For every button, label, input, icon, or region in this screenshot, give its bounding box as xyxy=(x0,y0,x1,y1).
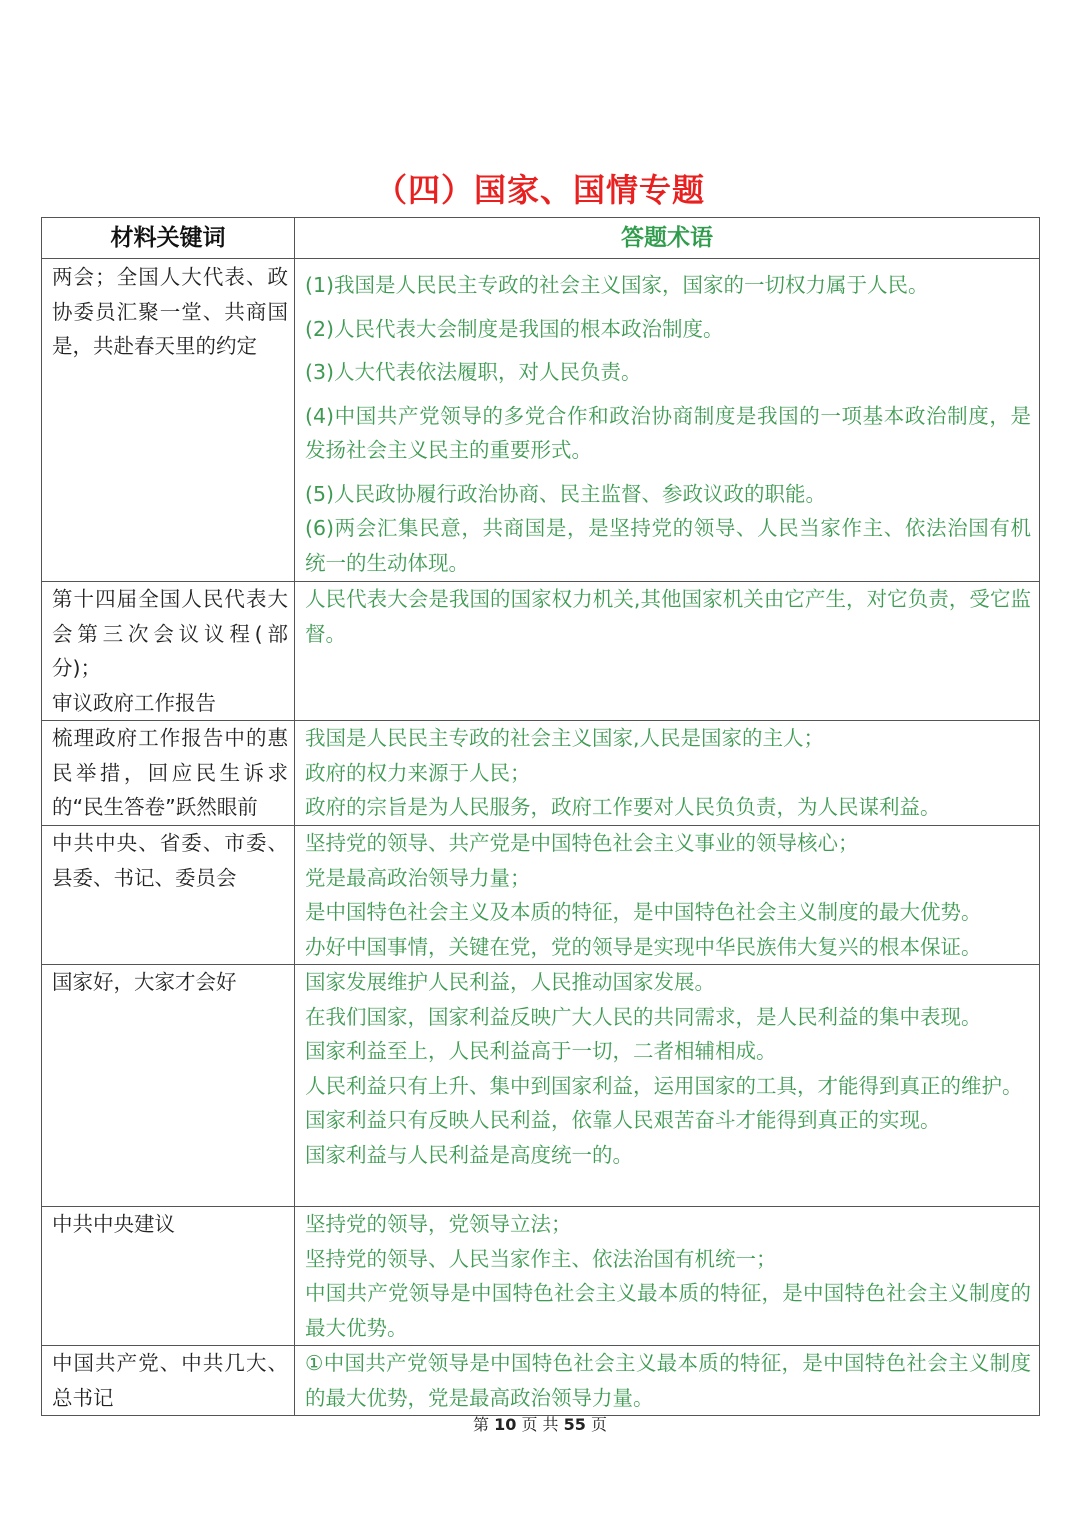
answer-line: 坚持党的领导，党领导立法； xyxy=(305,1212,572,1236)
table-row xyxy=(42,721,1040,826)
answer-line: 在我们国家，国家利益反映广大人民的共同需求，是人民利益的集中表现。 xyxy=(305,1004,982,1029)
answer-line: 政府的权力来源于人民； xyxy=(305,760,531,785)
answer-line: ①中国共产党领导是中国特色社会主义最本质的特征，是中国特色社会主义制度的最大优势，党是最高政治领导力量。 xyxy=(305,1351,1031,1410)
terms-table xyxy=(41,217,1040,1416)
footer-current-page: 10 xyxy=(494,1415,517,1434)
answer-line: 办好中国事情，关键在党，党的领导是实现中华民族伟大复兴的根本保证。 xyxy=(305,934,982,959)
keyword-cell: 中共中央建议 xyxy=(42,1207,295,1346)
answer-line: 国家发展维护人民利益，人民推动国家发展。 xyxy=(305,970,715,994)
table-row xyxy=(42,965,1040,1207)
answer-line: (5)人民政协履行政治协商、民主监督、参政议政的职能。 xyxy=(305,481,827,506)
keyword-cell: 梳理政府工作报告中的惠民举措，回应民生诉求的“民生答卷”跃然眼前 xyxy=(42,721,295,826)
answer-line: 政府的宗旨是为人民服务，政府工作要对人民负负责，为人民谋利益。 xyxy=(305,795,941,819)
table-row xyxy=(42,582,1040,721)
answer-cell xyxy=(295,721,1040,826)
answer-line: 坚持党的领导、人民当家作主、依法治国有机统一； xyxy=(305,1246,777,1271)
table-row xyxy=(42,1346,1040,1416)
footer-middle: 页 共 xyxy=(521,1415,559,1434)
page-footer xyxy=(0,1413,1080,1437)
table-row xyxy=(42,1207,1040,1346)
answer-line: (3)人大代表依法履职，对人民负责。 xyxy=(305,360,642,384)
answer-line: 人民代表大会是我国的国家权力机关,其他国家机关由它产生，对它负责，受它监督。 xyxy=(305,587,1031,646)
keyword-cell: 两会；全国人大代表、政协委员汇聚一堂、共商国是，共赴春天里的约定 xyxy=(42,259,295,582)
keyword-line: 审议政府工作报告 xyxy=(52,690,216,715)
page-title: （四）国家、国情专题 xyxy=(374,171,705,209)
keyword-line: 第十四届全国人民代表大会第三次会议议程(部分)； xyxy=(52,587,288,680)
answer-cell xyxy=(295,1207,1040,1346)
answer-cell xyxy=(295,965,1040,1207)
header-keywords: 材料关键词 xyxy=(42,218,295,259)
answer-line: (1)我国是人民民主专政的社会主义国家，国家的一切权力属于人民。 xyxy=(305,273,929,297)
header-answer-terms: 答题术语 xyxy=(295,218,1040,259)
footer-suffix: 页 xyxy=(591,1415,608,1434)
answer-line: 人民利益只有上升、集中到国家利益，运用国家的工具，才能得到真正的维护。 xyxy=(305,1073,1023,1098)
answer-cell xyxy=(295,1346,1040,1416)
keyword-cell xyxy=(42,582,295,721)
answer-line: 国家利益至上，人民利益高于一切，二者相辅相成。 xyxy=(305,1039,777,1063)
answer-cell xyxy=(295,826,1040,965)
answer-cell xyxy=(295,259,1040,582)
answer-cell xyxy=(295,582,1040,721)
keyword-cell: 国家好，大家才会好 xyxy=(42,965,295,1207)
footer-total-pages: 55 xyxy=(563,1415,586,1434)
answer-line: 国家利益只有反映人民利益，依靠人民艰苦奋斗才能得到真正的实现。 xyxy=(305,1108,941,1132)
answer-line: 国家利益与人民利益是高度统一的。 xyxy=(305,1142,633,1167)
answer-line: 党是最高政治领导力量； xyxy=(305,865,531,890)
table-row xyxy=(42,826,1040,965)
table-header-row xyxy=(42,218,1040,259)
answer-line: (4)中国共产党领导的多党合作和政治协商制度是我国的一项基本政治制度，是发扬社会主义民主的重要形式。 xyxy=(305,403,1031,462)
answer-line: (2)人民代表大会制度是我国的根本政治制度。 xyxy=(305,316,724,341)
answer-line: 是中国特色社会主义及本质的特征，是中国特色社会主义制度的最大优势。 xyxy=(305,900,982,924)
answer-line: 坚持党的领导、共产党是中国特色社会主义事业的领导核心； xyxy=(305,831,859,855)
keyword-cell: 中共中央、省委、市委、县委、书记、委员会 xyxy=(42,826,295,965)
answer-line: 中国共产党领导是中国特色社会主义最本质的特征，是中国特色社会主义制度的最大优势。 xyxy=(305,1281,1031,1340)
answer-line: 我国是人民民主专政的社会主义国家,人民是国家的主人； xyxy=(305,726,825,750)
footer-prefix: 第 xyxy=(472,1415,489,1434)
keyword-cell: 中国共产党、中共几大、总书记 xyxy=(42,1346,295,1416)
table-row xyxy=(42,259,1040,582)
answer-line: (6)两会汇集民意，共商国是，是坚持党的领导、人民当家作主、依法治国有机统一的生动体现。 xyxy=(305,516,1031,575)
